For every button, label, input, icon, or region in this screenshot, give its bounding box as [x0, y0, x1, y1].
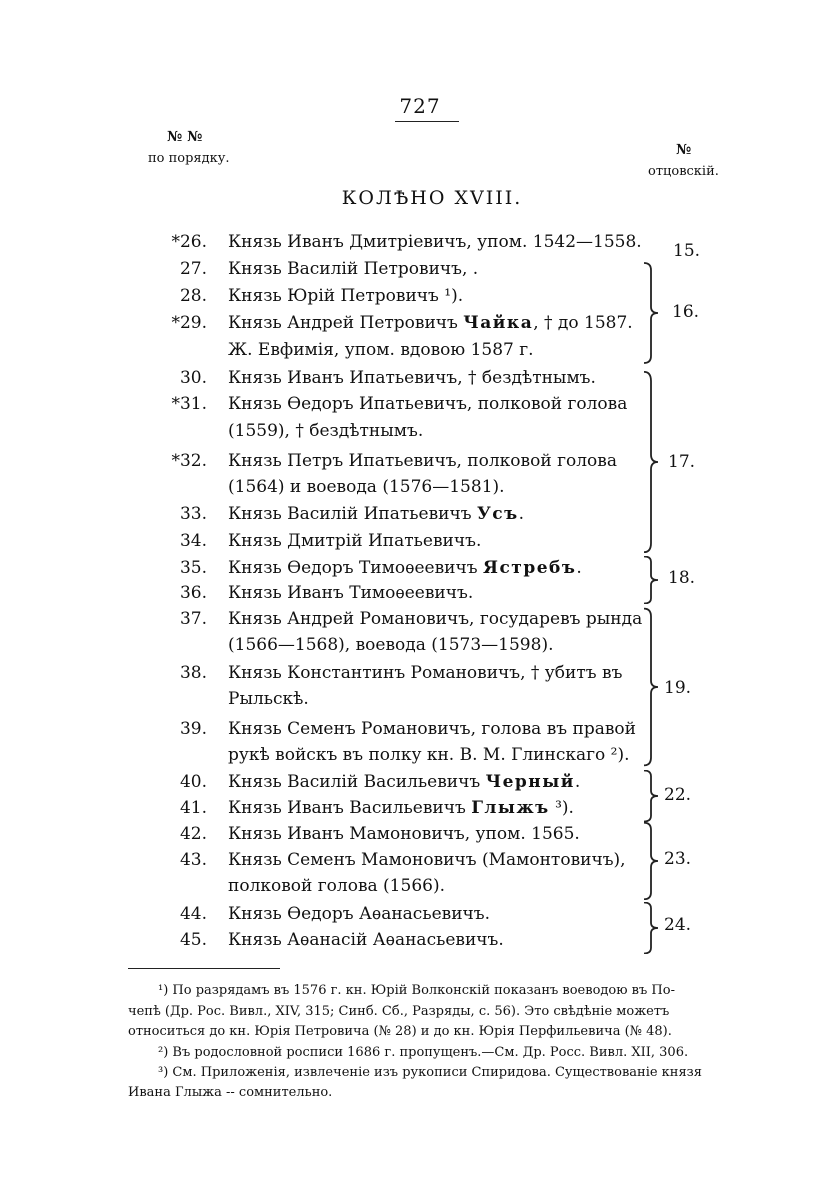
entry-number: *29. — [171, 313, 207, 333]
entry-text: Князь Василій Петровичъ, . — [228, 259, 479, 279]
order-number-subheading: по порядку. — [148, 151, 230, 166]
footnote-line: Ивана Глыжа -- сомнительно. — [128, 1085, 333, 1100]
entry-text-part: . — [518, 504, 525, 524]
entry-number: 45. — [179, 930, 207, 950]
group-brace — [642, 370, 660, 554]
entry-number: *32. — [171, 451, 207, 471]
entry-number: *31. — [171, 394, 207, 414]
entry-text: Князь Аѳанасій Аѳанасьевичъ. — [228, 930, 504, 950]
entry-number: 34. — [179, 531, 207, 551]
entry-number: 27. — [179, 259, 207, 279]
entry-text — [228, 772, 580, 792]
entry-text: Князь Иванъ Мамоновичъ, упом. 1565. — [228, 824, 580, 844]
page-number-rule — [395, 121, 459, 122]
entry-number: 30. — [179, 368, 207, 388]
entry-text: полковой голова (1566). — [228, 876, 445, 896]
entry-text: Князь Семенъ Романовичъ, голова въ правой — [228, 719, 636, 739]
entry-number: 39. — [179, 719, 207, 739]
order-number-heading: № № — [167, 129, 203, 145]
father-number: 24. — [664, 915, 692, 935]
entry-number: 43. — [179, 850, 207, 870]
nickname: Черный — [485, 772, 575, 792]
entry-number: 42. — [179, 824, 207, 844]
group-brace — [642, 607, 660, 767]
father-number: 15. — [673, 241, 701, 261]
entry-text-part: Князь Иванъ Васильевичъ — [228, 798, 466, 818]
entry-text — [228, 313, 633, 333]
father-number: 22. — [664, 785, 692, 805]
entry-number: 41. — [179, 798, 207, 818]
footnote-rule — [128, 968, 280, 969]
father-number: 17. — [668, 452, 696, 472]
entry-number: 38. — [179, 663, 207, 683]
group-brace — [642, 556, 660, 604]
father-number: 16. — [672, 302, 700, 322]
group-brace — [642, 262, 660, 364]
footnote-line: ²) Въ родословной росписи 1686 г. пропущенъ.—См. Др. Росс. Вивл. XII, 306. — [158, 1045, 689, 1060]
nickname: Усъ — [476, 504, 519, 524]
group-brace — [642, 902, 660, 954]
entry-text: Князь Константинъ Романовичъ, † убитъ въ — [228, 663, 623, 683]
entry-text-part: ³). — [549, 798, 574, 818]
nickname: Ястребъ — [482, 558, 577, 578]
entry-number: 36. — [179, 583, 207, 603]
entry-text: Князь Ѳедоръ Ипатьевичъ, полковой голова — [228, 394, 628, 414]
entry-text: Князь Петръ Ипатьевичъ, полковой голова — [228, 451, 617, 471]
footnote-line: ³) См. Приложенія, извлеченіе изъ рукописи Спиридова. Существованіе князя — [158, 1065, 702, 1080]
entry-text-part: . — [574, 772, 581, 792]
entry-text: (1559), † бездѣтнымъ. — [228, 421, 424, 441]
entry-text: Князь Юрій Петровичъ ¹). — [228, 286, 464, 306]
footnote-line: чепѣ (Др. Рос. Вивл., XIV, 315; Синб. Сб., Разряды, с. 56). Это свѣдѣніе можетъ — [128, 1004, 670, 1019]
entry-text: Ж. Евфимія, упом. вдовою 1587 г. — [228, 340, 534, 360]
entry-text: Князь Иванъ Дмитріевичъ, упом. 1542—1558. — [228, 232, 642, 252]
entry-number: 35. — [179, 558, 207, 578]
father-number-heading: № — [676, 142, 692, 158]
father-number: 23. — [664, 849, 692, 869]
group-brace — [642, 770, 660, 822]
entry-text: (1566—1568), воевода (1573—1598). — [228, 635, 554, 655]
entry-number: 28. — [179, 286, 207, 306]
entry-text: Князь Иванъ Тимоѳеевичъ. — [228, 583, 474, 603]
entry-text-part: Князь Василій Ипатьевичъ — [228, 504, 472, 524]
entry-text-part: Князь Ѳедоръ Тимоѳеевичъ — [228, 558, 478, 578]
entry-text — [228, 558, 582, 578]
footnote-line: относиться до кн. Юрія Петровича (№ 28) и до кн. Юрія Перфильевича (№ 48). — [128, 1024, 672, 1039]
entry-text — [228, 798, 574, 818]
entry-text: Князь Дмитрій Ипатьевичъ. — [228, 531, 482, 551]
entry-number: *26. — [171, 232, 207, 252]
nickname: Глыжъ — [471, 798, 550, 818]
nickname: Чайка — [463, 313, 534, 333]
father-number-subheading: отцовскій. — [648, 164, 719, 179]
entry-number: 44. — [179, 904, 207, 924]
entry-text-part: , † до 1587. — [533, 313, 633, 333]
entry-text — [228, 504, 524, 524]
entry-text: Князь Андрей Романовичъ, государевъ рында — [228, 609, 643, 629]
entry-number: 33. — [179, 504, 207, 524]
group-brace — [642, 822, 660, 900]
entry-text: Рыльскѣ. — [228, 689, 309, 709]
footnote-line: ¹) По разрядамъ въ 1576 г. кн. Юрій Волконскій показанъ воеводою въ По- — [158, 983, 675, 998]
entry-text-part: Князь Василій Васильевичъ — [228, 772, 481, 792]
entry-text: (1564) и воевода (1576—1581). — [228, 477, 505, 497]
entry-text: рукѣ войскъ въ полку кн. В. М. Глинскаго ²). — [228, 745, 630, 765]
entry-text-part: . — [576, 558, 582, 578]
father-number: 18. — [668, 568, 696, 588]
entry-number: 40. — [179, 772, 207, 792]
entry-text: Князь Ѳедоръ Аѳанасьевичъ. — [228, 904, 491, 924]
father-number: 19. — [664, 678, 692, 698]
entry-number: 37. — [179, 609, 207, 629]
entry-text-part: Князь Андрей Петровичъ — [228, 313, 458, 333]
page-number: 727 — [399, 94, 441, 118]
section-title: КОЛѢНО XVIII. — [341, 187, 523, 209]
entry-text: Князь Иванъ Ипатьевичъ, † бездѣтнымъ. — [228, 368, 596, 388]
entry-text: Князь Семенъ Мамоновичъ (Мамонтовичъ), — [228, 850, 626, 870]
